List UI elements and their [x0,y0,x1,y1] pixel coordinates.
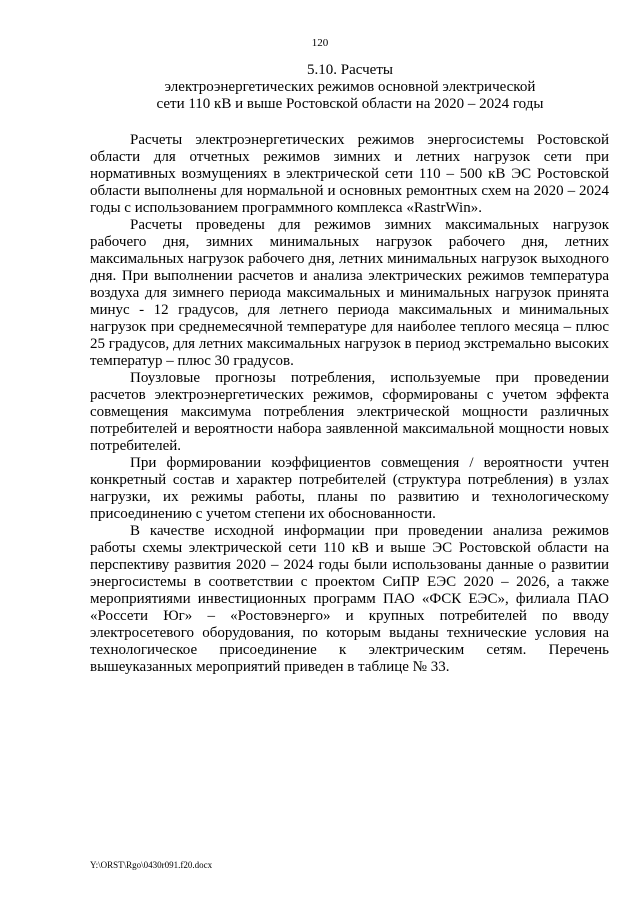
footer-file-path: Y:\ORST\Rgo\0430r091.f20.docx [90,860,213,870]
body-text [90,132,609,676]
paragraph: Расчеты проведены для режимов зимних максимальных нагрузок рабочего дня, зимних минимальных нагрузок рабочего дня, летних максимальных нагрузок рабочего дня, летних минимальных нагрузок выходного дня. При выполнении расчетов и анализа электрических режимов температура воздуха для зимнего периода максимальных и минимальных нагрузок принята минус - 12 градусов, для летнего периода максимальных и минимальных нагрузок при среднемесячной температуре для наиболее теплого месяца – плюс 25 градусов, для летних максимальных нагрузок в период экстремально высоких температур – плюс 30 градусов. [90,217,609,369]
page-number: 120 [311,37,329,49]
heading-line: сети 110 кВ и выше Ростовской области на 2020 – 2024 годы [156,96,544,112]
section-heading [90,62,610,113]
paragraph: Расчеты электроэнергетических режимов энергосистемы Ростовской области для отчетных режимов зимних и летних нагрузок сети при нормативных возмущениях в электрической сети 110 – 500 кВ ЭС Ростовской области выполнены для нормальной и основных ремонтных схем на 2020 – 2024 годы с использованием программного комплекса «RastrWin». [90,132,609,216]
paragraph: При формировании коэффициентов совмещения / вероятности учтен конкретный состав и характер потребителей (структура потребления) в узлах нагрузки, их режимы работы, планы по развитию и технологическому присоединению с учетом степени их обоснованности. [90,455,609,522]
paragraph: В качестве исходной информации при проведении анализа режимов работы схемы электрической сети 110 кВ и выше ЭС Ростовской области на перспективу развития 2020 – 2024 годы были использованы данные о развитии энергосистемы в соответствии с проектом СиПР ЕЭС 2020 – 2026, а также мероприятиями инвестиционных программ ПАО «ФСК ЕЭС», филиала ПАО «Россети Юг» – «Ростовэнерго» и крупных потребителей по вводу электросетевого оборудования, по которым выданы технические условия на технологическое присоединение к электрическим сетям. Перечень вышеуказанных мероприятий приведен в таблице № 33. [90,523,609,675]
paragraph: Поузловые прогнозы потребления, используемые при проведении расчетов электроэнергетических режимов, сформированы с учетом эффекта совмещения максимума потребления электрической мощности различных потребителей и вероятности набора заявленной максимальной мощности новых потребителей. [90,370,609,454]
heading-line: 5.10. Расчеты [307,62,393,78]
heading-line: электроэнергетических режимов основной электрической [164,79,536,95]
